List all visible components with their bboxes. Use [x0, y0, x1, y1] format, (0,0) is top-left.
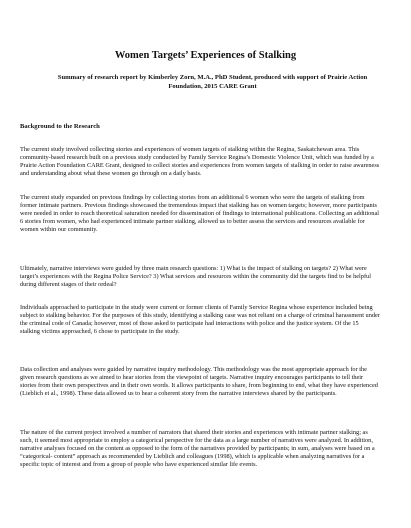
paragraph: Data collection and analyses were guided by narrative inquiry methodology. This methodology was the most appropriate approach for the given research questions as we aimed to hear stories from the viewpoint of targets. Narrative inquiry encourages participants to tell their stories from their own perspectives and in their own words. It allows participants to share, from beginning to end, what they have experienced (Lieblich et al., 1998). These data allowed us to hear a coherent story from the narrative interviews shared by the participants. [20, 366, 378, 398]
paragraph: Individuals approached to participate in the study were current or former clients of Family Service Regina whose experience included being subject to stalking behavior. For the purposes of this study, identifying a stalking case was not reliant on a charge of criminal harassment under the criminal code of Canada; however, most of those asked to participate had interactions with police and the justice system. Of the 15 stalking victims approached, 6 chose to participate in the study. [20, 304, 380, 336]
section-heading: Background to the Research [20, 123, 100, 130]
paragraph: The current study expanded on previous findings by collecting stories from an additional 6 women who were the targets of stalking from former intimate partners. Previous findings showcased the tremendous impact that stalking has on women targets; however, more participants were needed in order to reach theoretical saturation needed for dissemination of findings to international publications. Collecting an additional 6 stories from women, who had experienced intimate partner stalking, allowed us to better assess the services and resources available for women within our community. [20, 194, 379, 234]
paragraph: Ultimately, narrative interviews were guided by three main research questions: 1) What is the impact of stalking on targets? 2) What were target’s experiences with the Regina Police Service? 3) What services and resources within the community did the targets find to be helpful during different stages of their ordeal? [20, 265, 371, 289]
paragraph: The nature of the current project involved a number of narrators that shared their stories and experiences with intimate partner stalking; as such, it seemed most appropriate to employ a categorical perspective for the data as a large number of narratives were analyzed. In addition, narrative analyses focused on the content as opposed to the form of the narratives provided by participants; in sum, analyses were based on a “categorical- content” approach as recommended by Lieblich and colleagues (1998), which is applicable when analyzing narratives for a specific topic of interest and from a group of people who have experienced similar life events. [20, 429, 375, 469]
paragraph: The current study involved collecting stories and experiences of women targets of stalking within the Regina, Saskatchewan area. This community-based research built on a previous study conducted by Family Service Regina’s Domestic Violence Unit, which was funded by a Prairie Action Foundation CARE Grant, designed to collect stories and experiences from women targets of stalking in order to raise awareness and understanding about what these women go through on a daily basis. [20, 146, 380, 178]
document-title: Women Targets’ Experiences of Stalking [114, 50, 297, 61]
document-subtitle: Summary of research report by Kimberley Zorn, M.A., PhD Student, produced with support of Prairie Action Foundation, 2015 CARE Grant [57, 74, 368, 90]
